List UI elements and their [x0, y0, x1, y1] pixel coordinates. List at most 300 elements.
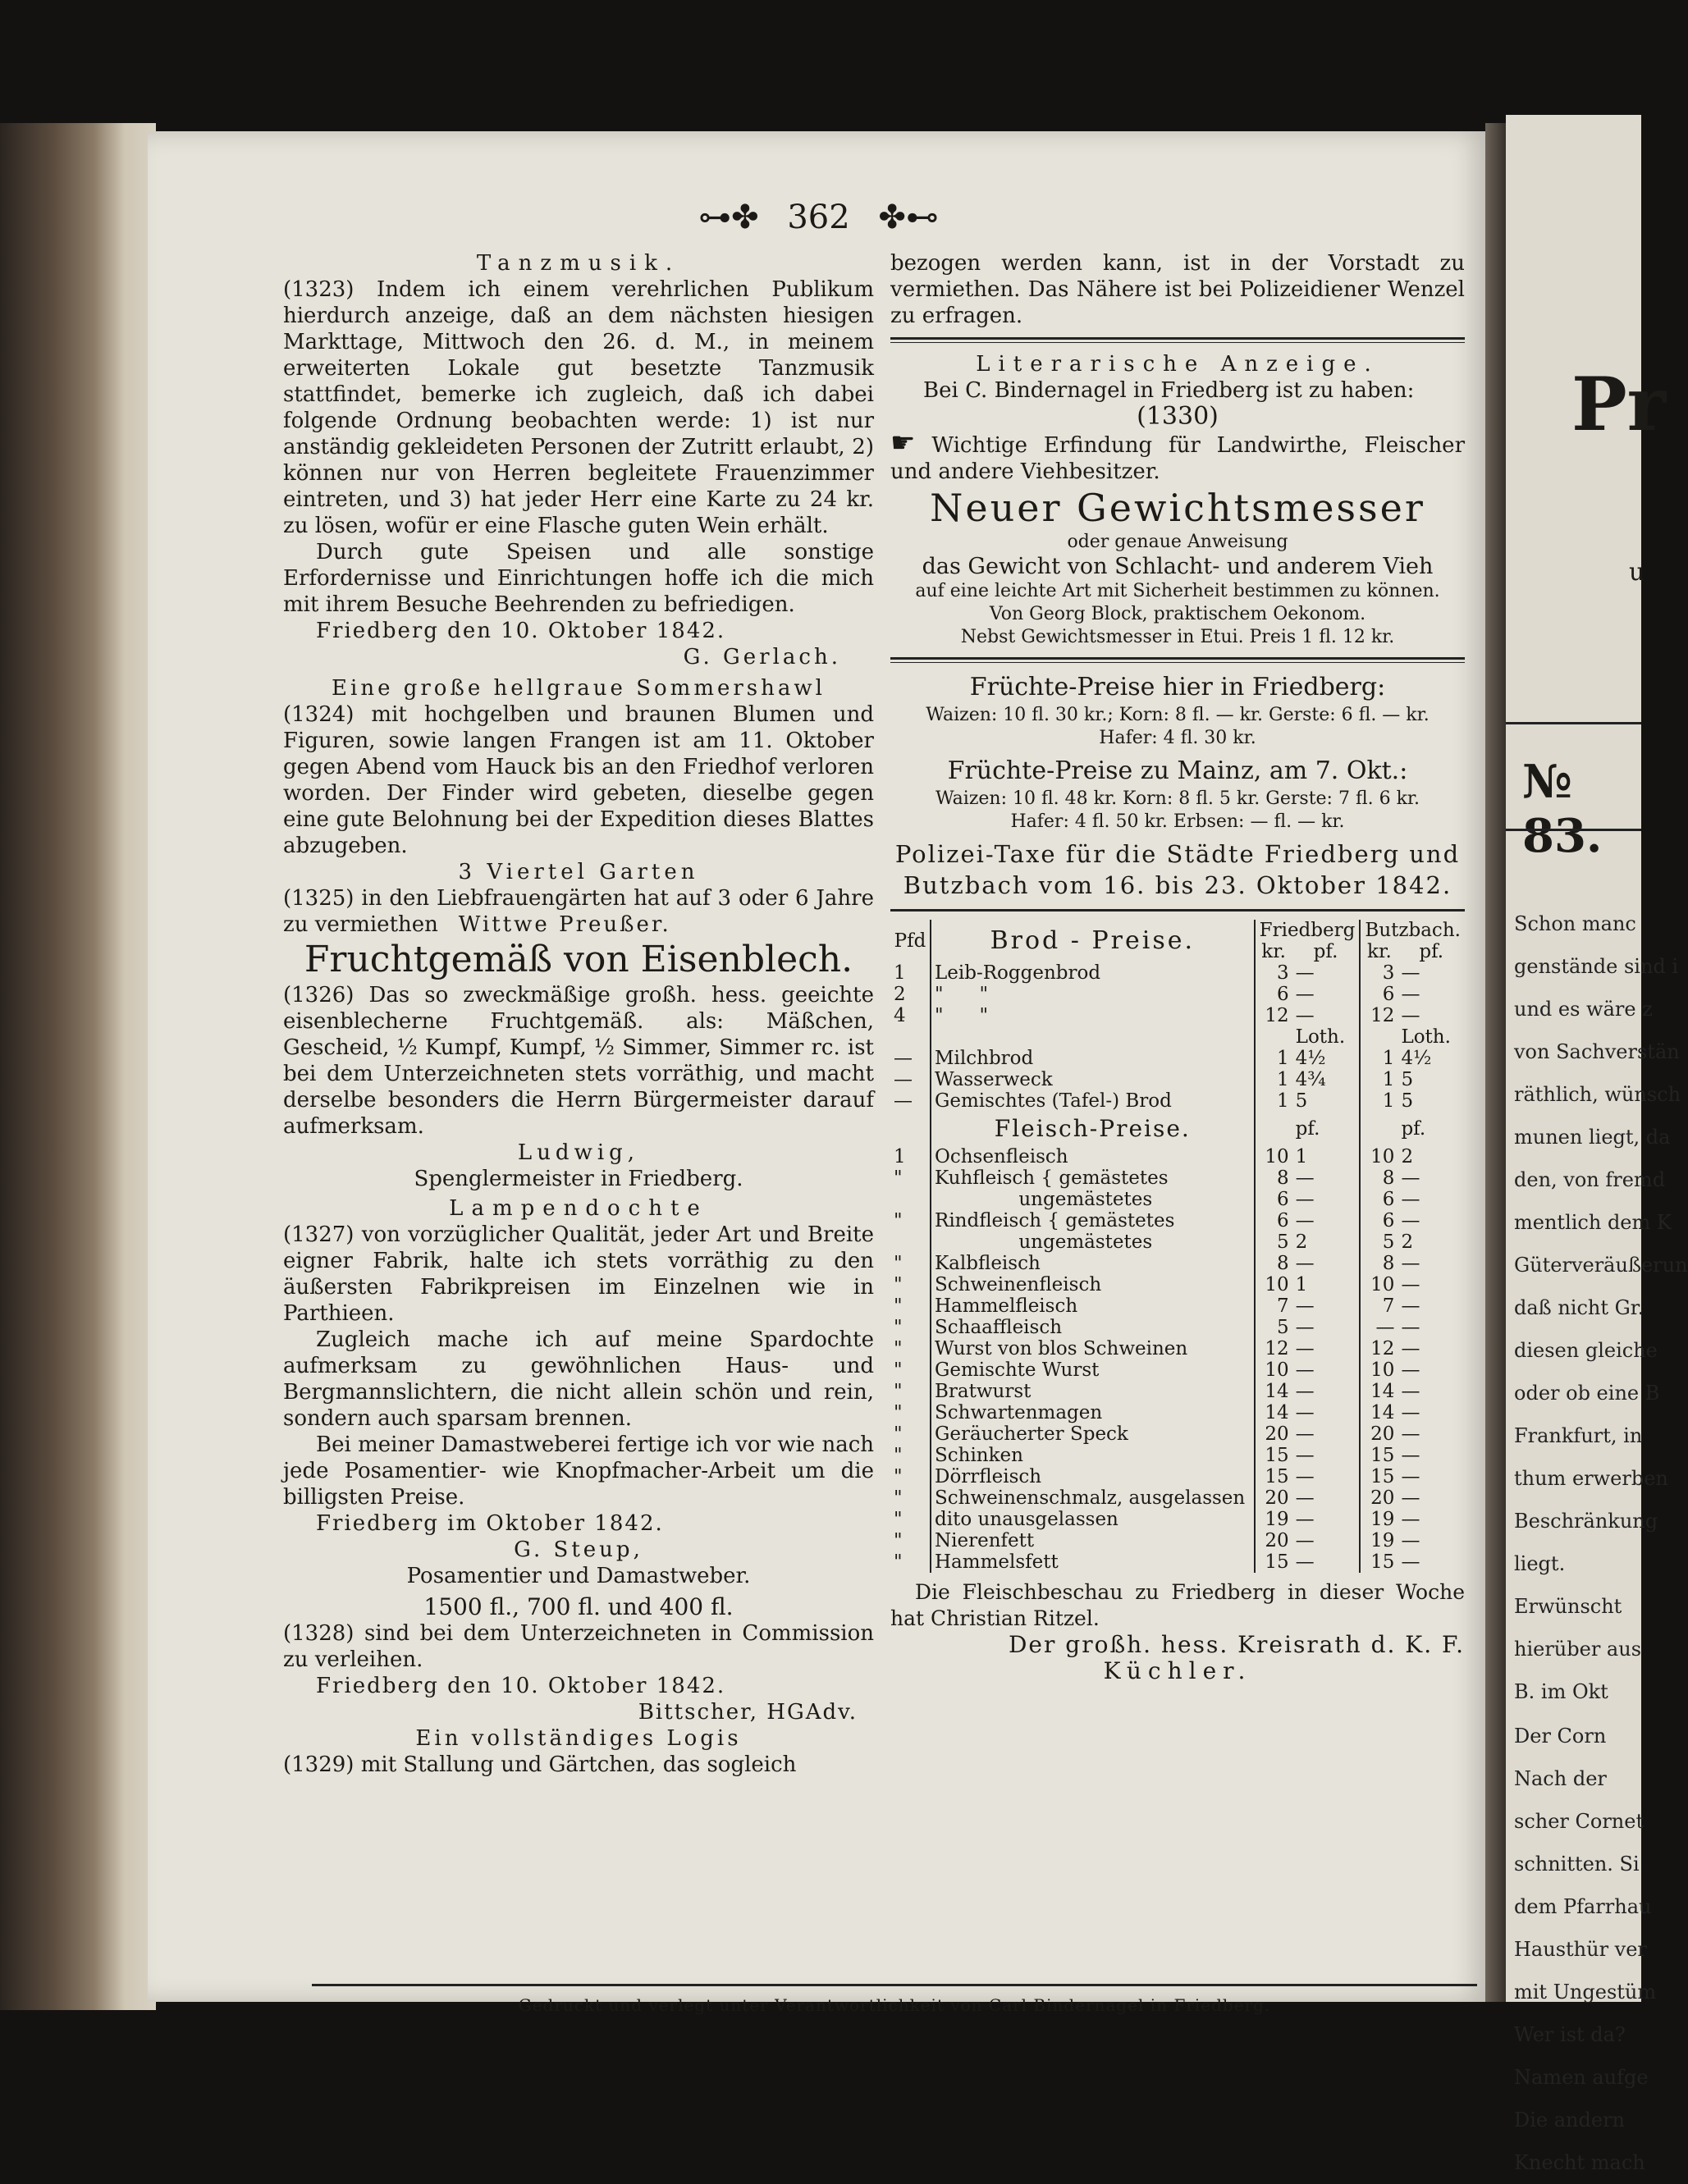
- next-page-line: schnitten. Si: [1514, 1853, 1640, 1876]
- cell-bk: 19: [1360, 1530, 1398, 1551]
- cell-bk: 8: [1360, 1253, 1398, 1274]
- next-page-line: hierüber aus: [1514, 1638, 1642, 1661]
- cell-bk: 20: [1360, 1423, 1398, 1445]
- price-table: [890, 920, 1465, 1573]
- cell-name: dito unausgelassen: [931, 1509, 1255, 1530]
- lit-text-2-wrap: [890, 427, 1466, 485]
- fleisch-header: [890, 1112, 1465, 1146]
- next-page-line: Güterveräußerun: [1514, 1254, 1688, 1277]
- cell-bk: 5: [1360, 1231, 1398, 1253]
- cell-fp: 4¾: [1295, 1069, 1326, 1090]
- taxe-title-2: Butzbach vom 16. bis 23. Oktober 1842.: [903, 871, 1452, 899]
- cell-bk: 10: [1360, 1274, 1398, 1295]
- cell-fk: 6: [1255, 984, 1292, 1005]
- cell-pfd: 1: [894, 962, 906, 984]
- prices-friedberg-title: Früchte-Preise hier in Friedberg:: [969, 673, 1386, 701]
- col-brod: Brod - Preise.: [931, 920, 1255, 962]
- cell-bp: —: [1401, 1551, 1420, 1573]
- cell-bp: —: [1401, 1530, 1420, 1551]
- next-page-line: Frankfurt, in: [1514, 1424, 1643, 1447]
- cell-name: Schaaffleisch: [931, 1317, 1255, 1338]
- next-page-line: oder ob eine B: [1514, 1382, 1660, 1405]
- table-row: [890, 1338, 1465, 1359]
- cell-name: Gemischtes (Tafel-) Brod: [931, 1090, 1255, 1112]
- book-title: Neuer Gewichtsmesser: [930, 486, 1425, 530]
- ad-sig-1326: Ludwig,: [517, 1140, 640, 1165]
- next-page-u-fragment: u: [1629, 558, 1645, 587]
- cell-fp: 4½: [1295, 1048, 1326, 1069]
- cell-fp: 5: [1295, 1090, 1308, 1112]
- cell-pfd: ": [894, 1338, 903, 1359]
- cell-bk: 14: [1360, 1381, 1398, 1402]
- cell-name: Leib-Roggenbrod: [931, 962, 1255, 984]
- table-row: [890, 962, 1465, 984]
- table-row: [890, 1048, 1465, 1069]
- cell-name: " ": [931, 1005, 1255, 1026]
- cell-fp: —: [1295, 1530, 1315, 1551]
- cell-bp: —: [1401, 1338, 1420, 1359]
- table-row: [890, 1146, 1465, 1167]
- taxe-title-1: Polizei-Taxe für die Städte Friedberg und: [894, 840, 1461, 868]
- cell-bp: 2: [1401, 1231, 1414, 1253]
- cell-fk: 7: [1255, 1295, 1292, 1317]
- cell-bk: 6: [1360, 1189, 1398, 1210]
- cell-fp: —: [1295, 1381, 1315, 1402]
- ad-text-1323: (1323) Indem ich einem verehrlichen Publikum hierdurch anzeige, daß an dem nächsten hiesigen Markttage, Mittwoch den 26. d. M., in meinem erweiterten Lokale gut besetzte Tanzmusik stattfindet, bemerke ich zugleich, daß ich dabei folgende Ordnung beobachten werde: 1) ist nur anständig gekleideten Personen der Zutritt erlaubt, 2) können nur von Herren begleitete Frauenzimmer eintreten, und 3) hat jeder Herr eine Karte zu 24 kr. zu lösen, wofür er eine Flasche guten Wein erhält.: [283, 277, 874, 538]
- cell-fk: 1: [1255, 1048, 1292, 1069]
- cell-fp: —: [1295, 1210, 1315, 1231]
- divider: [890, 909, 1465, 912]
- cell-bk: 3: [1360, 962, 1398, 984]
- cell-bk: 6: [1360, 1210, 1398, 1231]
- next-page-line: den, von fremd: [1514, 1168, 1666, 1191]
- cell-fk: 15: [1255, 1551, 1292, 1573]
- ad-title-lampendochte: Lampendochte: [449, 1196, 708, 1221]
- cell-fp: —: [1295, 1402, 1315, 1423]
- ad-sig-1327-b: Posamentier und Damastweber.: [406, 1564, 751, 1588]
- prices-mainz-line-2: Hafer: 4 fl. 50 kr. Erbsen: — fl. — kr.: [1010, 811, 1345, 832]
- cell-fp: —: [1295, 1005, 1315, 1026]
- table-row: [890, 1509, 1465, 1530]
- ad-text-1327: (1327) von vorzüglicher Qualität, jeder Art und Breite eigner Fabrik, halte ich stets vorräthig zu den äußersten Fabrikpreisen im Einzelnen wie in Parthieen.: [283, 1222, 874, 1326]
- ad-title-garten: 3 Viertel Garten: [458, 860, 699, 884]
- cell-bk: 1: [1360, 1048, 1398, 1069]
- ad-title-geld: 1500 fl., 700 fl. und 400 fl.: [423, 1593, 734, 1620]
- cell-pfd: ": [894, 1402, 903, 1423]
- cell-fp: —: [1295, 1509, 1315, 1530]
- next-page-line: und es wäre z: [1514, 998, 1653, 1021]
- table-row: [890, 1466, 1465, 1487]
- cell-pfd: 1: [894, 1146, 906, 1167]
- book-sub-3: auf eine leichte Art mit Sicherheit bestimmen zu können.: [915, 581, 1440, 601]
- ad-sig-1328: Bittscher, HGAdv.: [638, 1700, 858, 1725]
- cell-bp: —: [1401, 984, 1420, 1005]
- cell-pfd: ": [894, 1317, 903, 1338]
- cell-bk: 12: [1360, 1338, 1398, 1359]
- next-page-line: Beschränkung: [1514, 1510, 1658, 1533]
- cell-fk: 20: [1255, 1487, 1292, 1509]
- lit-number: (1330): [1137, 402, 1219, 431]
- cell-name: Nierenfett: [931, 1530, 1255, 1551]
- cell-pfd: ": [894, 1530, 903, 1551]
- cell-fp: —: [1295, 1338, 1315, 1359]
- col-pfd: Pfd: [894, 930, 926, 952]
- cell-fk: 20: [1255, 1423, 1292, 1445]
- cell-bp: —: [1401, 1381, 1420, 1402]
- cell-bk: 19: [1360, 1509, 1398, 1530]
- cell-name: Hammelsfett: [931, 1551, 1255, 1573]
- cell-fk: 12: [1255, 1005, 1292, 1026]
- cell-bk: 20: [1360, 1487, 1398, 1509]
- cell-bk: 10: [1360, 1146, 1398, 1167]
- ad-sig-1327: G. Steup,: [514, 1537, 643, 1562]
- cell-bk: 8: [1360, 1167, 1398, 1189]
- cell-bp: —: [1401, 1189, 1420, 1210]
- table-row: [890, 1445, 1465, 1466]
- book-sub-1: oder genaue Anweisung: [1067, 532, 1288, 552]
- table-row: [890, 984, 1465, 1005]
- cell-pfd: —: [894, 1090, 913, 1112]
- table-row: [890, 1359, 1465, 1381]
- table-row: [890, 1530, 1465, 1551]
- page-header: [148, 199, 1489, 236]
- loth-label: Loth.: [1401, 1026, 1451, 1048]
- ad-title-logis: Ein vollständiges Logis: [415, 1726, 742, 1751]
- cell-fp: —: [1295, 984, 1315, 1005]
- cell-name: Milchbrod: [931, 1048, 1255, 1069]
- cell-pfd: ": [894, 1167, 903, 1189]
- cell-name: Gemischte Wurst: [931, 1359, 1255, 1381]
- cell-fk: 15: [1255, 1445, 1292, 1466]
- next-page-line: mit Ungestüm: [1514, 1981, 1657, 2004]
- cell-pfd: ": [894, 1210, 903, 1231]
- cell-fp: 1: [1295, 1274, 1308, 1295]
- table-row: [890, 1090, 1465, 1112]
- cell-bp: —: [1401, 1487, 1420, 1509]
- cell-fk: 3: [1255, 962, 1292, 984]
- cell-pfd: ": [894, 1359, 903, 1381]
- pf-label: pf.: [1401, 1118, 1426, 1140]
- cell-bk: —: [1360, 1317, 1398, 1338]
- next-page-line: liegt.: [1514, 1552, 1566, 1575]
- newspaper-page: [148, 131, 1489, 2015]
- kreisrath-name: Küchler.: [1103, 1657, 1252, 1684]
- cell-bp: —: [1401, 1295, 1420, 1317]
- ad-date-1327: Friedberg im Oktober 1842.: [316, 1511, 664, 1536]
- cell-bk: 1: [1360, 1090, 1398, 1112]
- col-fr-pf: pf.: [1313, 941, 1338, 962]
- table-row: [890, 1487, 1465, 1509]
- ad-text-1327-c: Bei meiner Damastweberei fertige ich vor wie nach jede Posamentier- wie Knopfmacher-Arbeit um die billigsten Preise.: [283, 1432, 874, 1510]
- cell-bk: 6: [1360, 984, 1398, 1005]
- ad-text-1329: (1329) mit Stallung und Gärtchen, das sogleich: [283, 1752, 797, 1777]
- cell-fk: 8: [1255, 1253, 1292, 1274]
- cell-bp: —: [1401, 1317, 1420, 1338]
- cell-bp: 5: [1401, 1069, 1414, 1090]
- cell-fk: 19: [1255, 1509, 1292, 1530]
- book-author: Von Georg Block, praktischem Oekonom.: [989, 604, 1366, 624]
- prices-friedberg-line-2: Hafer: 4 fl. 30 kr.: [1099, 728, 1256, 748]
- cell-bp: 2: [1401, 1146, 1414, 1167]
- next-page-number: № 83.: [1522, 755, 1603, 863]
- cell-pfd: ": [894, 1509, 903, 1530]
- kreisrath-line: Der großh. hess. Kreisrath d. K. F.: [1008, 1631, 1465, 1658]
- cell-bk: 7: [1360, 1295, 1398, 1317]
- next-page-line: daß nicht Gr.: [1514, 1296, 1645, 1319]
- cell-bk: 15: [1360, 1445, 1398, 1466]
- cell-fp: —: [1295, 1317, 1315, 1338]
- cell-fp: —: [1295, 962, 1315, 984]
- brod-rows: [890, 962, 1465, 1026]
- cell-fk: 5: [1255, 1231, 1292, 1253]
- table-row: [890, 1005, 1465, 1026]
- ad-text-1325: [283, 885, 874, 938]
- table-header-row: [890, 920, 1465, 941]
- ad-text-1325-body: (1325) in den Liebfrauengärten hat auf 3 oder 6 Jahre zu vermiethen: [283, 886, 874, 937]
- cell-fk: 12: [1255, 1338, 1292, 1359]
- col-butzbach: Butzbach.: [1360, 920, 1465, 941]
- col-fr-kr: kr.: [1255, 941, 1292, 962]
- cell-fp: —: [1295, 1253, 1315, 1274]
- cell-fp: 2: [1295, 1231, 1308, 1253]
- table-row: [890, 1295, 1465, 1317]
- next-page-line: räthlich, wünsch: [1514, 1083, 1681, 1106]
- table-row: [890, 1231, 1465, 1253]
- cell-bk: 15: [1360, 1551, 1398, 1573]
- cell-pfd: [890, 1231, 931, 1253]
- cell-bp: —: [1401, 1423, 1420, 1445]
- cell-fk: 14: [1255, 1402, 1292, 1423]
- col-friedberg: Friedberg: [1255, 920, 1361, 941]
- cell-pfd: ": [894, 1274, 903, 1295]
- cell-fk: 8: [1255, 1167, 1292, 1189]
- cell-name: Bratwurst: [931, 1381, 1255, 1402]
- next-page-line: diesen gleiche: [1514, 1339, 1658, 1362]
- cell-name: Kalbfleisch: [931, 1253, 1255, 1274]
- cell-fp: —: [1295, 1167, 1315, 1189]
- cell-bp: —: [1401, 1466, 1420, 1487]
- cell-fp: —: [1295, 1423, 1315, 1445]
- cell-bp: —: [1401, 1005, 1420, 1026]
- book-price: Nebst Gewichtsmesser in Etui. Preis 1 fl. 12 kr.: [960, 627, 1395, 647]
- cell-pfd: ": [894, 1253, 903, 1274]
- cell-fk: 20: [1255, 1530, 1292, 1551]
- cell-pfd: ": [894, 1295, 903, 1317]
- cell-name: ungemästetes: [931, 1189, 1255, 1210]
- prices-friedberg-line-1: Waizen: 10 fl. 30 kr.; Korn: 8 fl. — kr. Gerste: 6 fl. — kr.: [926, 705, 1430, 725]
- ad-title-tanzmusik: Tanzmusik.: [476, 251, 681, 276]
- cell-fp: —: [1295, 1359, 1315, 1381]
- next-page-line: Erwünscht: [1514, 1595, 1622, 1618]
- cell-pfd: ": [894, 1445, 903, 1466]
- col-bu-pf: pf.: [1419, 941, 1444, 962]
- pointing-hand-icon: ☛: [890, 427, 916, 459]
- next-page-line: dem Pfarrhau: [1514, 1895, 1652, 1918]
- cell-bk: 12: [1360, 1005, 1398, 1026]
- cell-fp: —: [1295, 1189, 1315, 1210]
- cell-fp: —: [1295, 1551, 1315, 1573]
- next-page-line: Der Corn: [1514, 1725, 1607, 1748]
- lit-title: Literarische Anzeige.: [976, 352, 1379, 377]
- table-row: [890, 1189, 1465, 1210]
- cell-bp: —: [1401, 962, 1420, 984]
- cell-fk: 15: [1255, 1466, 1292, 1487]
- next-page-line: genstände sind i: [1514, 955, 1679, 978]
- cell-name: Schinken: [931, 1445, 1255, 1466]
- next-page-fragment: [1506, 115, 1688, 2174]
- cell-fk: 10: [1255, 1274, 1292, 1295]
- cell-fk: 6: [1255, 1189, 1292, 1210]
- table-row: [890, 1210, 1465, 1231]
- ad-title-shawl: Eine große hellgraue Sommershawl: [332, 676, 826, 701]
- cell-name: Schweinenschmalz, ausgelassen: [931, 1487, 1255, 1509]
- cell-bk: 10: [1360, 1359, 1398, 1381]
- table-row: [890, 1317, 1465, 1338]
- next-page-line: munen liegt, da: [1514, 1126, 1671, 1149]
- cell-name: Dörrfleisch: [931, 1466, 1255, 1487]
- cell-pfd: [890, 1189, 931, 1210]
- fleischbeschau-note: Die Fleischbeschau zu Friedberg in dieser Woche hat Christian Ritzel.: [890, 1580, 1465, 1630]
- book-edge: [0, 123, 156, 2010]
- table-row: [890, 1167, 1465, 1189]
- ad-date-1323: Friedberg den 10. Oktober 1842.: [316, 619, 726, 643]
- next-page-title-fragment: Pr: [1571, 361, 1667, 448]
- pf-label: pf.: [1295, 1118, 1320, 1140]
- cell-name: Kuhfleisch { gemästetes: [931, 1167, 1255, 1189]
- next-page-line: scher Cornet: [1514, 1810, 1645, 1833]
- col-bu-kr: kr.: [1360, 941, 1398, 962]
- footer-imprint: Gedruckt und verlegt unter Verantwortlichkeit von Carl Bindernagel in Friedberg.: [518, 1995, 1271, 2015]
- cell-bp: —: [1401, 1509, 1420, 1530]
- cell-pfd: —: [894, 1048, 913, 1069]
- ad-text-1323-b: Durch gute Speisen und alle sonstige Erfordernisse und Einrichtungen hoffe ich die mich mit ihrem Besuche Beehrenden zu befriedigen.: [283, 540, 874, 617]
- prices-mainz-title: Früchte-Preise zu Mainz, am 7. Okt.:: [947, 756, 1408, 785]
- lit-text: Bei C. Bindernagel in Friedberg ist zu haben:: [923, 378, 1415, 403]
- next-page-line: Die andern: [1514, 2109, 1626, 2131]
- ad-date-1328: Friedberg den 10. Oktober 1842.: [316, 1674, 726, 1698]
- cell-bp: 5: [1401, 1090, 1414, 1112]
- book-sub-2: das Gewicht von Schlacht- und anderem Vieh: [922, 554, 1434, 579]
- cell-name: Ochsenfleisch: [931, 1146, 1255, 1167]
- next-page-line: Hausthür ver: [1514, 1938, 1647, 1961]
- cell-name: Rindfleisch { gemästetes: [931, 1210, 1255, 1231]
- cell-bp: —: [1401, 1359, 1420, 1381]
- cell-name: ungemästetes: [931, 1231, 1255, 1253]
- next-page-line: Schon manc: [1514, 912, 1636, 935]
- cell-fk: 1: [1255, 1069, 1292, 1090]
- prices-mainz-line-1: Waizen: 10 fl. 48 kr. Korn: 8 fl. 5 kr. Gerste: 7 fl. 6 kr.: [935, 788, 1420, 809]
- cell-bp: —: [1401, 1445, 1420, 1466]
- cell-name: " ": [931, 984, 1255, 1005]
- next-page-rule: [1506, 722, 1641, 724]
- loth-header: [890, 1026, 1465, 1048]
- cell-fp: 1: [1295, 1146, 1308, 1167]
- cell-name: Schweinenfleisch: [931, 1274, 1255, 1295]
- cell-bp: 4½: [1401, 1048, 1432, 1069]
- footer-rule: [312, 1984, 1477, 1986]
- cell-pfd: —: [894, 1069, 913, 1090]
- cell-pfd: ": [894, 1551, 903, 1573]
- next-page-line: thum erwerben: [1514, 1467, 1668, 1490]
- cell-name: Hammelfleisch: [931, 1295, 1255, 1317]
- next-page-line: Wer ist da?: [1514, 2023, 1626, 2046]
- next-page-line: Namen aufge: [1514, 2066, 1649, 2089]
- next-page-rule: [1506, 829, 1641, 831]
- cell-fk: 10: [1255, 1146, 1292, 1167]
- cell-pfd: 4: [894, 1005, 906, 1026]
- table-row: [890, 1423, 1465, 1445]
- cell-bp: —: [1401, 1167, 1420, 1189]
- ad-text-1328: (1328) sind bei dem Unterzeichneten in Commission zu verleihen.: [283, 1621, 874, 1672]
- ad-text-1327-b: Zugleich mache ich auf meine Spardochte aufmerksam zu gewöhnlichen Haus- und Bergmannslichtern, die nicht allein schön und rein, sondern auch sparsam brennen.: [283, 1327, 874, 1431]
- cell-bk: 14: [1360, 1402, 1398, 1423]
- next-page-line: Knecht mach: [1514, 2151, 1645, 2174]
- cell-bp: —: [1401, 1274, 1420, 1295]
- cell-bp: —: [1401, 1210, 1420, 1231]
- cell-pfd: ": [894, 1466, 903, 1487]
- cell-name: Wurst von blos Schweinen: [931, 1338, 1255, 1359]
- table-row: [890, 1402, 1465, 1423]
- table-row: [890, 1381, 1465, 1402]
- cell-bp: —: [1401, 1402, 1420, 1423]
- cell-fk: 14: [1255, 1381, 1292, 1402]
- cell-fk: 10: [1255, 1359, 1292, 1381]
- ornament-right: ✤⊷: [878, 199, 939, 236]
- fleisch-rows: [890, 1146, 1465, 1573]
- divider: [890, 657, 1465, 663]
- cell-fk: 5: [1255, 1317, 1292, 1338]
- right-column: [890, 250, 1465, 1684]
- cell-name: Schwartenmagen: [931, 1402, 1255, 1423]
- table-row: [890, 1274, 1465, 1295]
- cell-fk: 6: [1255, 1210, 1292, 1231]
- cell-name: Wasserweck: [931, 1069, 1255, 1090]
- cell-bk: 1: [1360, 1069, 1398, 1090]
- cell-pfd: ": [894, 1423, 903, 1445]
- next-page-line: von Sachverstän: [1514, 1040, 1680, 1063]
- table-row: [890, 1253, 1465, 1274]
- ad-sig-1326-b: Spenglermeister in Friedberg.: [414, 1167, 743, 1191]
- ad-text-1329-cont: bezogen werden kann, ist in der Vorstadt zu vermiethen. Das Nähere ist bei Polizeidiener Wenzel zu erfragen.: [890, 251, 1465, 328]
- cell-pfd: ": [894, 1381, 903, 1402]
- next-page-line: mentlich dem K: [1514, 1211, 1672, 1234]
- ad-text-1324: (1324) mit hochgelben und braunen Blumen und Figuren, sowie langen Frangen ist am 11. Oktober gegen Abend vom Hauck bis an den Friedhof verloren worden. Der Finder wird gebeten, dieselbe gegen eine gute Belohnung bei der Expedition dieses Blattes abzugeben.: [283, 702, 874, 858]
- ornament-left: ⊶✤: [698, 199, 759, 236]
- loth-label: Loth.: [1295, 1026, 1346, 1048]
- cell-pfd: ": [894, 1487, 903, 1509]
- cell-fp: —: [1295, 1487, 1315, 1509]
- fleisch-title: Fleisch-Preise.: [931, 1112, 1255, 1146]
- divider: [890, 337, 1465, 343]
- ad-title-fruchtgemaess: Fruchtgemäß von Eisenblech.: [304, 939, 853, 980]
- cell-bk: 15: [1360, 1466, 1398, 1487]
- cell-name: Geräucherter Speck: [931, 1423, 1255, 1445]
- loth-rows: [890, 1048, 1465, 1112]
- ad-sig-1323: G. Gerlach.: [683, 645, 841, 669]
- ad-sig-1325: Wittwe Preußer.: [458, 912, 671, 937]
- cell-pfd: 2: [894, 984, 906, 1005]
- next-page-line: B. im Okt: [1514, 1680, 1608, 1703]
- table-row: [890, 1551, 1465, 1573]
- cell-bp: —: [1401, 1253, 1420, 1274]
- cell-fp: —: [1295, 1445, 1315, 1466]
- ad-text-1326: (1326) Das so zweckmäßige großh. hess. geeichte eisenblecherne Fruchtgemäß. als: Mäßchen, Gescheid, ½ Kumpf, Kumpf, ½ Simmer, Simmer rc. ist bei dem Unterzeichneten stets vorräthig, und macht derselbe besonders die Herrn Bürgermeister darauf aufmerksam.: [283, 983, 874, 1139]
- page-number: 362: [787, 199, 850, 236]
- table-row: [890, 1069, 1465, 1090]
- next-page-line: Nach der: [1514, 1767, 1607, 1790]
- lit-text-2: Wichtige Erfindung für Landwirthe, Fleischer und andere Viehbesitzer.: [890, 433, 1466, 484]
- left-column: [283, 250, 874, 1778]
